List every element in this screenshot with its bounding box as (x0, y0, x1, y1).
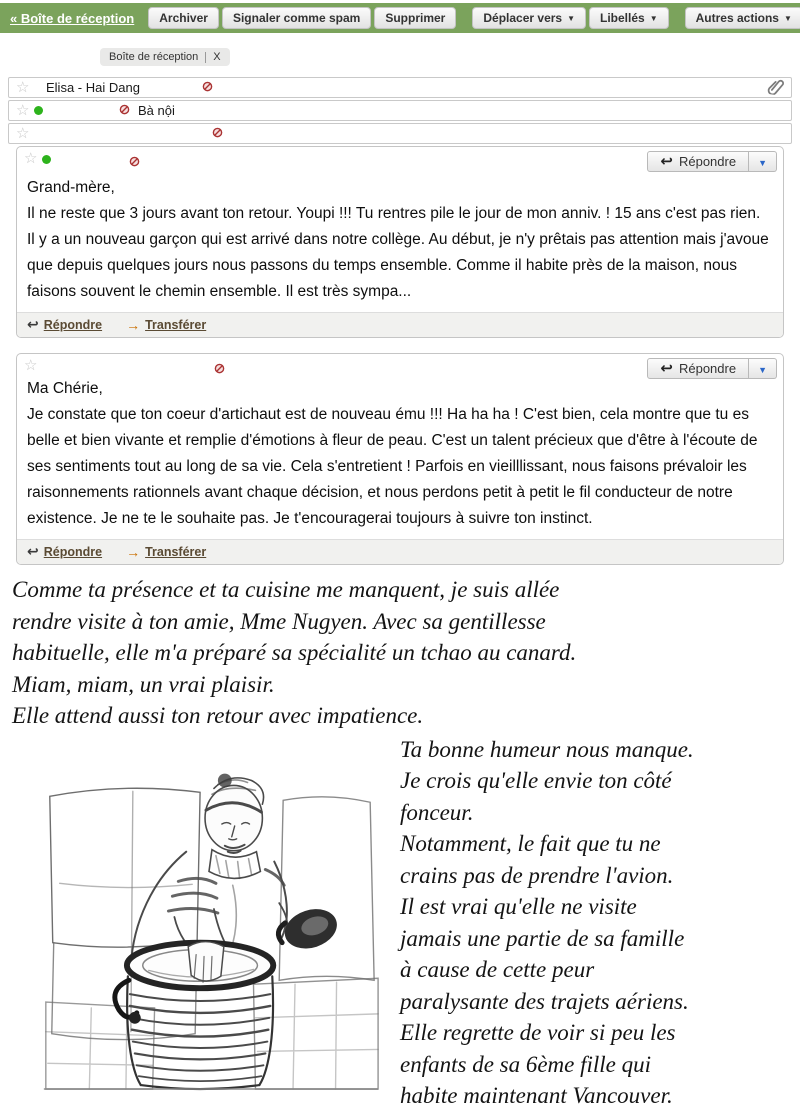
move-to-dropdown-button[interactable] (472, 7, 586, 29)
reply-arrow-icon: ↩ (27, 316, 39, 332)
letter-line: Comme ta présence et ta cuisine me manquent, je suis allée (12, 577, 560, 602)
letter-line: paralysante des trajets aériens. (400, 988, 689, 1014)
message-expanded-1 (16, 146, 784, 338)
letter-sketch (30, 734, 386, 1094)
tab-close-button[interactable]: X (213, 51, 221, 63)
thread-list (8, 77, 792, 565)
letter-line: habituelle, elle m'a préparé sa spécialité un tchao au canard. (12, 640, 577, 665)
star-icon[interactable]: ☆ (24, 357, 38, 374)
reply-options-dropdown-button[interactable] (749, 151, 777, 172)
chevron-down-icon: ▼ (783, 14, 792, 23)
star-icon[interactable]: ☆ (16, 79, 30, 96)
blocked-image-icon (212, 126, 223, 141)
reply-button-label: Répondre (678, 154, 737, 169)
reply-link-label: Répondre (43, 317, 103, 332)
letter-line: à cause de cette peur (400, 957, 595, 982)
handwritten-letter (12, 574, 800, 1112)
reply-button-label: Répondre (678, 361, 737, 376)
labels-dropdown-button[interactable] (589, 7, 669, 29)
collapsed-message-row[interactable] (8, 100, 792, 121)
forward-link-label: Transférer (145, 317, 207, 332)
message-paragraph: Il y a un nouveau garçon qui est arrivé dans notre collège. Au début, je n'y prêtais pas attention mais j'avoue que depuis quelques jours nous passons du temps ensemble. Comme il habite près de la maison, nous faisons souvent le chemin ensemble. Il est très sympa... (27, 231, 769, 300)
email-thread-page (0, 3, 800, 1112)
letter-line: jamais une partie de sa famille (400, 925, 685, 951)
blocked-image-icon (214, 361, 225, 379)
letter-line: Il est vrai qu'elle ne visite (400, 894, 637, 919)
chevron-down-icon: ▼ (758, 158, 767, 168)
more-actions-dropdown-button[interactable] (685, 7, 800, 29)
reply-arrow-icon: ↩ (660, 360, 673, 377)
blocked-image-icon (119, 103, 130, 118)
reply-arrow-icon: ↩ (660, 153, 673, 170)
message-paragraph: Je constate que ton coeur d'artichaut est de nouveau ému !!! Ha ha ha ! C'est bien, cela montre que tu es belle et bien vivante et remplie d'émotions à fleur de peau. C'est un talent précieux que d'être à l'écoute de ses sentiments tout au long de sa vie. Cela s'entretient ! Parfois en vieilllissant, nous faisons prévaloir les raisonnements rationnels avant chaque décision, et nous perdons petit à petit le fil conducteur de notre existence. Je ne te le souhaite pas. Je t'encouragerai toujours à suivre ton instinct. (27, 406, 758, 527)
unread-dot (34, 106, 43, 115)
report-spam-button[interactable]: Signaler comme spam (222, 7, 371, 29)
forward-arrow-icon: → (126, 543, 141, 560)
letter-columns (12, 734, 800, 1112)
forward-arrow-icon: → (126, 316, 141, 333)
chevron-down-icon: ▼ (649, 14, 658, 23)
tab-separator (205, 52, 206, 63)
blocked-image-icon (129, 154, 140, 172)
letter-line: Elle attend aussi ton retour avec impatience. (12, 703, 424, 728)
message1-body (17, 172, 783, 312)
blocked-image-icon (202, 80, 213, 95)
reply-arrow-icon: ↩ (27, 543, 39, 559)
tab-strip (100, 47, 800, 67)
more-actions-label: Autres actions (695, 11, 779, 25)
star-icon[interactable]: ☆ (24, 150, 38, 167)
letter-line: Je crois qu'elle envie ton côté (400, 768, 672, 793)
letter-right-column (400, 734, 800, 1112)
attachment-paperclip-icon (768, 77, 784, 98)
letter-line: Notamment, le fait que tu ne (400, 831, 661, 856)
reply-button[interactable] (647, 151, 749, 172)
letter-line: fonceur. (400, 799, 474, 825)
letter-line: Elle regrette de voir si peu les (400, 1020, 676, 1045)
reply-options-dropdown-button[interactable] (749, 358, 777, 379)
forward-link[interactable] (126, 544, 206, 560)
message-expanded-2 (16, 353, 784, 565)
move-to-label: Déplacer vers (483, 11, 563, 25)
star-icon[interactable]: ☆ (16, 125, 30, 142)
letter-line: habite maintenant Vancouver. (400, 1083, 673, 1108)
reply-link[interactable] (27, 316, 102, 333)
message-paragraph: Ma Chérie, (27, 380, 103, 397)
message-paragraph: Grand-mère, (27, 179, 115, 196)
reply-button[interactable] (647, 358, 749, 379)
tab-label: Boîte de réception (109, 51, 199, 63)
sender-name: Bà nội (138, 103, 175, 118)
back-to-inbox-link[interactable]: « Boîte de réception (10, 10, 135, 26)
message2-body (17, 373, 783, 539)
message1-footer (17, 312, 783, 337)
collapsed-message-row[interactable] (8, 123, 792, 144)
labels-label: Libellés (600, 11, 645, 25)
letter-line: Miam, miam, un vrai plaisir. (12, 671, 275, 697)
chevron-down-icon: ▼ (567, 14, 576, 23)
chevron-down-icon: ▼ (758, 365, 767, 375)
forward-link[interactable] (126, 317, 206, 333)
letter-line: rendre visite à ton amie, Mme Nugyen. Avec sa gentillesse (12, 608, 546, 634)
thread-subject: Elisa - Hai Dang (46, 80, 140, 95)
forward-link-label: Transférer (145, 544, 207, 559)
reply-link-label: Répondre (43, 544, 103, 559)
unread-dot (42, 155, 51, 164)
reply-link[interactable] (27, 543, 102, 560)
star-icon[interactable]: ☆ (16, 102, 30, 119)
tab-inbox[interactable] (100, 48, 230, 66)
reply-button-group (647, 151, 777, 172)
reply-button-group (647, 358, 777, 379)
message2-footer (17, 539, 783, 564)
toolbar (0, 3, 800, 33)
message1-header (17, 147, 783, 172)
delete-button[interactable]: Supprimer (374, 7, 456, 29)
letter-line: Ta bonne humeur nous manque. (400, 736, 694, 762)
archive-button[interactable]: Archiver (148, 7, 219, 29)
message-paragraph: Il ne reste que 3 jours avant ton retour. Youpi !!! Tu rentres pile le jour de mon anniv. ! 15 ans c'est pas rien. (27, 205, 761, 222)
letter-line: enfants de sa 6ème fille qui (400, 1051, 652, 1077)
thread-subject-row[interactable] (8, 77, 792, 98)
letter-line: crains pas de prendre l'avion. (400, 862, 674, 888)
